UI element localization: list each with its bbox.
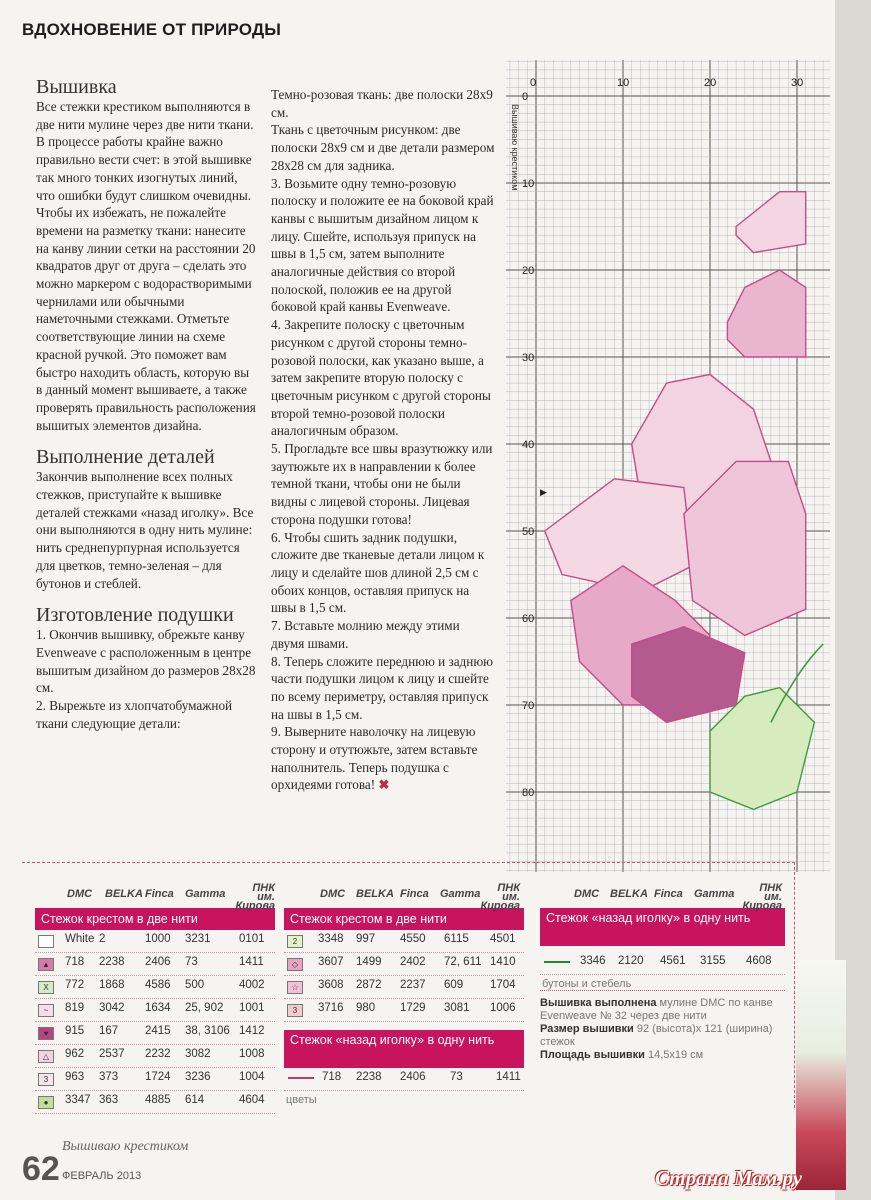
- legend-row: [35, 1045, 275, 1068]
- col-belka: BELKA: [356, 888, 394, 900]
- cell-finca: 1729: [400, 1002, 426, 1014]
- cell-gamma: 3082: [185, 1048, 211, 1060]
- cell-finca: 1000: [145, 933, 171, 945]
- cell-gamma: 3231: [185, 933, 211, 945]
- col-finca: Finca: [400, 888, 429, 900]
- cell-dmc: 3607: [318, 956, 344, 968]
- col-finca: Finca: [654, 888, 683, 900]
- cell-pnk: 1411: [496, 1071, 521, 1083]
- info-area-label: Площадь вышивки: [540, 1049, 645, 1061]
- cell-belka: 2120: [618, 955, 644, 967]
- cell-dmc: 3347: [65, 1094, 91, 1106]
- x-tick-label: 30: [791, 77, 804, 89]
- legend-head-2: [284, 882, 524, 912]
- cell-finca: 2406: [400, 1071, 426, 1083]
- cell-dmc: 3348: [318, 933, 344, 945]
- heading-embroidery: Вышивка: [36, 76, 117, 98]
- legend-row: [35, 999, 275, 1022]
- info-size-text: 92 (высота)х 121 (ширина) стежок: [540, 1023, 773, 1048]
- cell-gamma: 3155: [700, 955, 726, 967]
- info-size-label: Размер вышивки: [540, 1023, 634, 1035]
- cell-finca: 2237: [400, 979, 426, 991]
- color-swatch: ♥: [38, 1027, 54, 1040]
- legend-head-1: [35, 882, 275, 912]
- color-swatch: X: [38, 981, 54, 994]
- info-done-text: мулине DMC по канве Evenweave № 32 через две нити: [540, 997, 773, 1022]
- legend-row: [35, 1068, 275, 1091]
- paragraph-pillow-1: 1. Окончив вышивку, обрежьте канву Evenweave с расположенным в центре вышитым дизайном до размеров 28х28 см.: [36, 627, 256, 696]
- cell-belka: 2238: [356, 1071, 382, 1083]
- x-tick-label: 10: [617, 77, 630, 89]
- legend-row: [35, 976, 275, 999]
- paragraph-pillow-2: 2. Вырежьте из хлопчатобумажной ткани следующие детали:: [36, 698, 233, 731]
- flower-photo-strip: [796, 960, 846, 1190]
- cell-finca: 1724: [145, 1071, 171, 1083]
- legend-row: [35, 930, 275, 953]
- col-pnk: [235, 884, 275, 911]
- cell-dmc: White: [65, 933, 95, 945]
- text-column-1: [36, 78, 256, 733]
- cell-belka: 2872: [356, 979, 382, 991]
- legend-row: [35, 953, 275, 976]
- paragraph-fabric-floral: Ткань с цветочным рисунком: две полоски 28х9 см и две детали размером 28х28 см для задника.: [271, 122, 495, 173]
- chart-vertical-label: Вышиваю крестиком: [510, 104, 520, 191]
- cell-pnk: 1704: [490, 979, 516, 991]
- step-9-text: 9. Выверните наволочку на лицевую сторону и отутюжьте, затем вставьте наполнитель. Теперь подушка с орхидеями готова!: [271, 724, 478, 793]
- paragraph-fabric-pink: Темно-розовая ткань: две полоски 28х9 см.: [271, 87, 493, 120]
- cell-gamma: 38, 3106: [185, 1025, 230, 1037]
- col-gamma: Gamma: [440, 888, 481, 900]
- heading-pillow: Изготовление подушки: [36, 604, 234, 627]
- info-size: [540, 1023, 785, 1049]
- col-pnk: [480, 884, 520, 911]
- legend-title-2: Стежок крестом в две нити: [284, 908, 524, 930]
- cell-belka: 2537: [99, 1048, 125, 1060]
- cell-dmc: 962: [65, 1048, 85, 1060]
- col-dmc: DMC: [67, 888, 93, 900]
- paragraph-details: Закончив выполнение всех полных стежков, приступайте к вышивке деталей стежками «назад иголку». Все они выполняются в одну нить мулине: нить среднепурпурная используется для цветков, темно-зеленая – для бутонов и стеблей.: [36, 469, 254, 591]
- color-swatch: 3: [38, 1073, 54, 1086]
- info-area: [540, 1049, 785, 1062]
- section-header: ВДОХНОВЕНИЕ ОТ ПРИРОДЫ: [22, 20, 282, 39]
- cell-gamma: 72, 611: [444, 956, 482, 968]
- col-belka: BELKA: [105, 888, 143, 900]
- color-swatch: ☆: [287, 981, 303, 994]
- y-tick-label: 0: [522, 91, 529, 103]
- cell-belka: 1868: [99, 979, 125, 991]
- orchid-throat: [632, 627, 745, 723]
- text-column-2: [271, 86, 496, 794]
- cell-gamma: 73: [185, 956, 198, 968]
- legend-table-1: [35, 884, 275, 1114]
- cell-gamma: 609: [444, 979, 464, 991]
- paragraph-step-3: 3. Возьмите одну темно-розовую полоску и положите ее на боковой край канвы с вышитым дизайном лицом к лицу. Сшейте, используя припуск на швы в 1,5 см, затем выполните аналогичные действия со второй полоской, положив ее на другой боковой край канвы Evenweave.: [271, 175, 494, 315]
- cell-gamma: 500: [185, 979, 205, 991]
- cell-pnk: 4002: [239, 979, 265, 991]
- cell-gamma: 3081: [444, 1002, 470, 1014]
- legend-table-3: [540, 884, 785, 990]
- cell-pnk: 4501: [490, 933, 516, 945]
- orchid-petal-upper: [727, 270, 805, 357]
- legend-backstitch-title-2: Стежок «назад иголку» в одну нить: [284, 1030, 524, 1068]
- cell-gamma: 73: [450, 1071, 463, 1083]
- end-mark-icon: ✖: [378, 777, 390, 793]
- paragraph-step-4: 4. Закрепите полоску с цветочным рисунком с другой стороны темно-розовой полоски, как указано выше, а затем закрепите вторую полоску с цветочным рисунком с другой стороны второй темно-розовой полоски аналогичным образом.: [271, 317, 491, 439]
- page-number: 62: [22, 1150, 60, 1188]
- info-done: [540, 997, 785, 1023]
- legend-backstitch-green-row: [540, 952, 785, 975]
- cell-dmc: 718: [322, 1071, 342, 1083]
- legend-row: [284, 953, 524, 976]
- color-swatch: 3: [287, 1004, 303, 1017]
- cell-finca: 2232: [145, 1048, 171, 1060]
- magazine-title: Вышиваю крестиком: [62, 1139, 189, 1154]
- cross-stitch-chart: [506, 60, 830, 872]
- paragraph-step-5: 5. Прогладьте все швы вразутюжку или заутюжьте их в направлении к более темной ткани, чтобы они не были видны с лицевой стороны. Лицевая сторона подушки готова!: [271, 441, 493, 527]
- col-pnk: [740, 884, 782, 911]
- cell-finca: 2402: [400, 956, 426, 968]
- heading-details: Выполнение деталей: [36, 446, 215, 469]
- cell-belka: 167: [99, 1025, 119, 1037]
- cell-pnk: 1006: [490, 1002, 516, 1014]
- color-swatch: △: [38, 1050, 54, 1063]
- color-swatch: ▲: [38, 958, 54, 971]
- cell-belka: 997: [356, 933, 376, 945]
- col-pnk-name: ПНК: [252, 882, 275, 894]
- cell-finca: 4561: [660, 955, 686, 967]
- cell-finca: 4550: [400, 933, 426, 945]
- color-swatch: ●: [38, 1096, 54, 1109]
- cell-pnk: 1004: [239, 1071, 265, 1083]
- legend-row: [284, 930, 524, 953]
- paragraph-step-8: 8. Теперь сложите переднюю и заднюю части подушки лицом к лицу и сшейте по всему периметру, оставляя припуск на швы в 1,5 см.: [271, 653, 494, 722]
- embroidery-info: [540, 990, 785, 1062]
- cell-dmc: 963: [65, 1071, 85, 1083]
- col-finca: Finca: [145, 888, 174, 900]
- cell-belka: 1499: [356, 956, 382, 968]
- y-tick-label: 40: [522, 439, 535, 451]
- col-dmc: DMC: [574, 888, 600, 900]
- legend-head-3: [540, 882, 785, 912]
- info-done-label: Вышивка выполнена: [540, 997, 657, 1009]
- x-tick-label: 20: [704, 77, 717, 89]
- col-belka: BELKA: [610, 888, 648, 900]
- paragraph-step-6: 6. Чтобы сшить задник подушки, сложите две тканевые детали лицом к лицу и сделайте шов длиной 2,5 см с обоих концов, оставляя припуск на швы в 1,5 см.: [271, 529, 485, 616]
- cell-gamma: 3236: [185, 1071, 211, 1083]
- orchid-petal-top: [736, 192, 806, 253]
- legend-table-2: [284, 884, 524, 1106]
- magazine-issue: ФЕВРАЛЬ 2013: [62, 1170, 142, 1182]
- col-pnk-sub: им. Кирова: [235, 891, 275, 912]
- y-tick-label: 50: [522, 526, 535, 538]
- legend-row: [35, 1022, 275, 1045]
- cell-pnk: 1412: [239, 1025, 265, 1037]
- cell-dmc: 819: [65, 1002, 85, 1014]
- legend-rows-2: [284, 930, 524, 1022]
- legend-row: [284, 999, 524, 1022]
- y-tick-label: 70: [522, 700, 535, 712]
- paragraph-step-9: [271, 723, 496, 794]
- paragraph-embroidery: Все стежки крестиком выполняются в две нити мулине через две нити ткани. В процессе работы крайне важно правильно вести счет: в этой вышивке так много тонких изогнутых линий, что ошибки будут слишком очевидны. Чтобы их избежать, не пожалейте времени на разметку ткани: нанесите на канву линии сетки на расстоянии 20 квадратов друг от друга – сделать это можно маркером с водорастворимыми чернилами или обычными наметочными стежками. Отметьте соответствующие линии на схеме красной ручкой. Это поможет вам быстро находить область, которую вы в данный момент вышиваете, а также проверять правильность расположения вышитых элементов дизайна.: [36, 99, 256, 433]
- cell-pnk: 4608: [746, 955, 772, 967]
- cell-gamma: 614: [185, 1094, 205, 1106]
- cell-belka: 363: [99, 1094, 119, 1106]
- cell-pnk: 1411: [239, 956, 264, 968]
- y-tick-label: 80: [522, 787, 535, 799]
- cell-belka: 2: [99, 933, 106, 945]
- cell-dmc: 718: [65, 956, 85, 968]
- cell-dmc: 915: [65, 1025, 85, 1037]
- y-tick-label: 10: [522, 178, 535, 190]
- legend-row: [35, 1091, 275, 1114]
- col-gamma: Gamma: [694, 888, 735, 900]
- legend-row: [284, 976, 524, 999]
- cell-belka: 980: [356, 1002, 376, 1014]
- cell-dmc: 3608: [318, 979, 344, 991]
- legend-title-1: Стежок крестом в две нити: [35, 908, 275, 930]
- col-dmc: DMC: [320, 888, 346, 900]
- cell-dmc: 3716: [318, 1002, 344, 1014]
- color-swatch: ◇: [287, 958, 303, 971]
- col-pnk-sub: им. Кирова: [480, 891, 520, 912]
- backstitch-green-swatch: [544, 961, 570, 963]
- col-gamma: Gamma: [185, 888, 226, 900]
- col-pnk-sub: им. Кирова: [742, 891, 782, 912]
- cell-pnk: 1410: [490, 956, 516, 968]
- color-swatch: ~: [38, 1004, 54, 1017]
- cell-pnk: 0101: [239, 933, 265, 945]
- color-swatch: [38, 935, 54, 948]
- backstitch-pink-swatch: [288, 1077, 314, 1079]
- cell-belka: 3042: [99, 1002, 125, 1014]
- cell-dmc: 3346: [580, 955, 606, 967]
- cell-finca: 1634: [145, 1002, 171, 1014]
- cell-finca: 4586: [145, 979, 171, 991]
- backstitch-note-flowers: цветы: [286, 1094, 317, 1106]
- color-swatch: 2: [287, 935, 303, 948]
- site-watermark: Страна Мам.ру: [655, 1166, 803, 1190]
- cell-gamma: 6115: [444, 933, 469, 945]
- col-pnk-name: ПНК: [497, 882, 520, 894]
- col-pnk-name: ПНК: [759, 882, 782, 894]
- cell-dmc: 772: [65, 979, 85, 991]
- cell-finca: 2406: [145, 956, 171, 968]
- y-tick-label: 20: [522, 265, 535, 277]
- cell-finca: 2415: [145, 1025, 171, 1037]
- cell-pnk: 1008: [239, 1048, 265, 1060]
- y-tick-label: 30: [522, 352, 535, 364]
- backstitch-note-buds: бутоны и стебель: [542, 978, 632, 990]
- cell-belka: 373: [99, 1071, 119, 1083]
- cell-belka: 2238: [99, 956, 125, 968]
- legend-rows-1: [35, 930, 275, 1114]
- cell-pnk: 4604: [239, 1094, 265, 1106]
- paragraph-step-7: 7. Вставьте молнию между этими двумя швами.: [271, 618, 460, 651]
- x-tick-label: 0: [530, 77, 537, 89]
- y-tick-label: 60: [522, 613, 535, 625]
- cell-pnk: 1001: [239, 1002, 265, 1014]
- cell-gamma: 25, 902: [185, 1002, 224, 1014]
- legend-backstitch-row: [284, 1068, 524, 1091]
- cell-finca: 4885: [145, 1094, 171, 1106]
- center-arrow-icon: ▶: [540, 487, 547, 497]
- legend-title-3: Стежок «назад иголку» в одну нить: [540, 908, 785, 946]
- info-area-text: 14,5х19 см: [647, 1049, 704, 1061]
